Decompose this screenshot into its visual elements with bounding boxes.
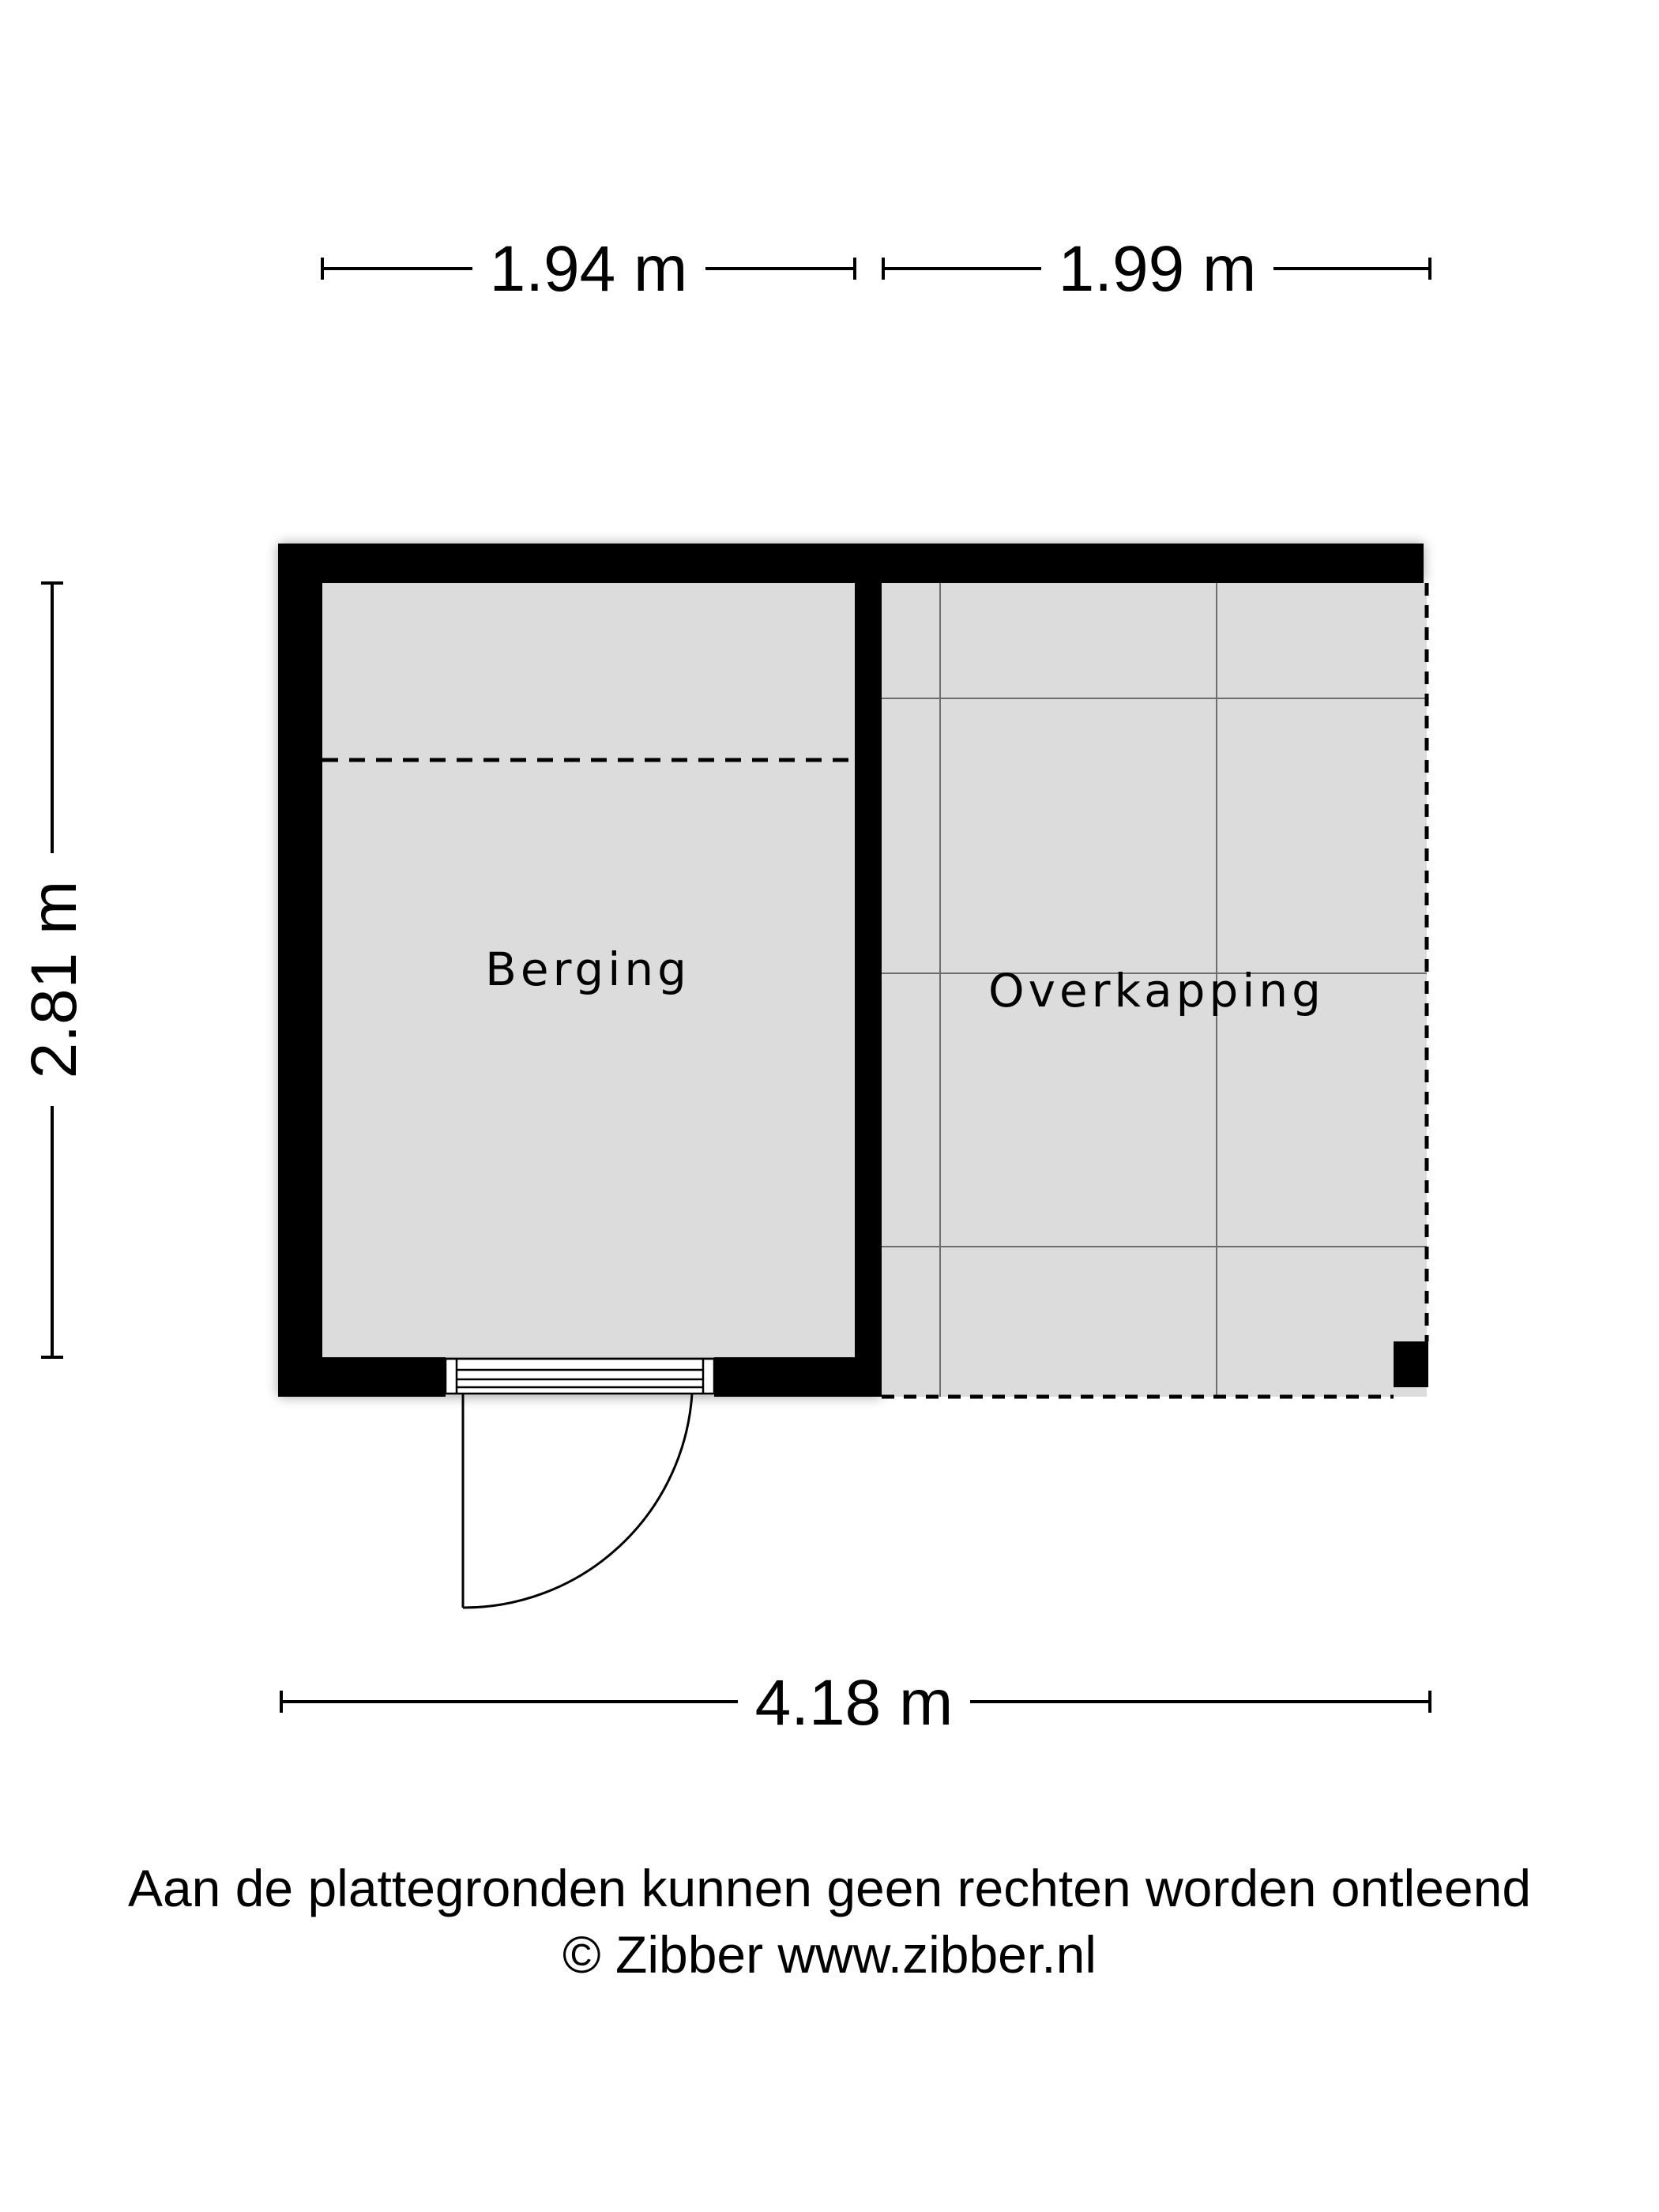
dimension-top-left xyxy=(322,233,855,305)
disclaimer-text: Aan de plattegronden kunnen geen rechten worden ontleend xyxy=(127,1859,1532,1917)
door-swing xyxy=(463,1394,692,1608)
door-threshold xyxy=(446,1359,714,1394)
room-label-storage: Berging xyxy=(485,942,690,996)
dimension-top-right-label: 1.99 m xyxy=(1058,233,1257,305)
dimension-top-right xyxy=(883,233,1430,305)
canopy-post xyxy=(1394,1341,1428,1387)
dimension-top-left-label: 1.94 m xyxy=(489,233,688,305)
dimension-bottom-label: 4.18 m xyxy=(754,1667,954,1739)
dimension-bottom xyxy=(281,1667,1430,1739)
dimension-left xyxy=(18,583,90,1357)
room-label-canopy: Overkapping xyxy=(988,964,1325,1018)
dimension-left-label: 2.81 m xyxy=(18,880,90,1079)
copyright-text: © Zibber www.zibber.nl xyxy=(562,1925,1097,1984)
